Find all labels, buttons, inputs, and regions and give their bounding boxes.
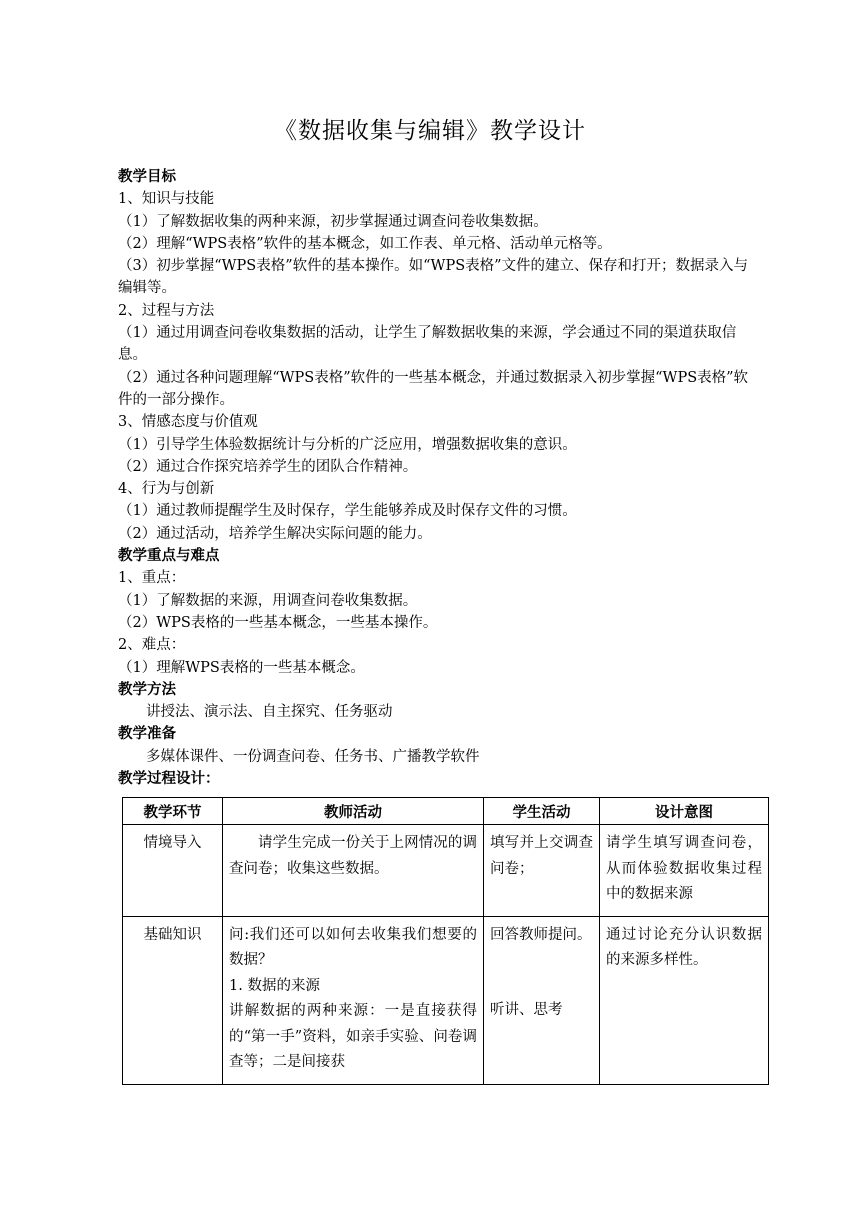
column-header: 教学环节 [123,798,223,825]
table-row [123,916,769,1084]
preparation-text: 多媒体课件、一份调查问卷、任务书、广播教学软件 [146,748,480,765]
difficulty-item: （1）理解WPS表格的一些基本概念。 [118,659,365,676]
section-heading-preparation: 教学准备 [118,726,176,743]
student-listen: 听讲、思考 [490,1002,563,1018]
table-row [123,825,769,917]
student-answer: 回答教师提问。 [490,926,592,943]
subheading-emotion: 3、情感态度与价值观 [118,414,258,431]
goal-item: （1）了解数据收集的两种来源，初步掌握通过调查问卷收集数据。 [118,213,548,230]
table-header-row [123,798,769,825]
section-heading-methods: 教学方法 [118,681,176,698]
goal-item: （1）通过用调查问卷收集数据的活动，让学生了解数据收集的来源，学会通过不同的渠道获取信息。 [118,325,737,364]
document-title: 《数据收集与编辑》教学设计 [274,118,586,144]
stage-cell: 基础知识 [123,916,223,1084]
teacher-question: 问:我们还可以如何去收集我们想要的数据？ [229,926,477,968]
teacher-activity-text: 请学生完成一份关于上网情况的调查问卷；收集这些数据。 [229,835,477,877]
methods-text: 讲授法、演示法、自主探究、任务驱动 [146,704,393,721]
subheading-difficulty: 2、难点： [118,637,186,654]
teacher-activity-cell [223,916,484,1084]
goal-item: （2）通过各种问题理解“WPS表格”软件的一些基本概念，并通过数据录入初步掌握“WPS表格”软件的一部分操作。 [118,369,749,408]
design-intent-cell: 请学生填写调查问卷，从而体验数据收集过程中的数据来源 [600,825,769,917]
student-activity-cell: 填写并上交调查问卷； [484,825,600,917]
goal-item: （2）通过活动，培养学生解决实际问题的能力。 [118,525,432,542]
column-header: 设计意图 [600,798,769,825]
document-body [118,166,758,790]
goal-item: （3）初步掌握“WPS表格”软件的基本操作。如“WPS表格”文件的建立、保存和打开；数据录入与编辑等。 [118,258,749,297]
focus-item: （2）WPS表格的一些基本概念，一些基本操作。 [118,614,438,631]
goal-item: （2）理解“WPS表格”软件的基本概念，如工作表、单元格、活动单元格等。 [118,235,612,252]
section-heading-key-points: 教学重点与难点 [118,548,220,565]
stage-cell: 情境导入 [123,825,223,917]
process-table [122,797,769,1085]
column-header: 教师活动 [223,798,484,825]
subheading-behavior: 4、行为与创新 [118,481,215,498]
focus-item: （1）了解数据的来源，用调查问卷收集数据。 [118,592,418,609]
section-heading-process-design: 教学过程设计： [118,771,220,788]
design-intent-cell: 通过讨论充分认识数据的来源多样性。 [600,916,769,1084]
column-header: 学生活动 [484,798,600,825]
subheading-knowledge: 1、知识与技能 [118,191,215,208]
teacher-activity-cell [223,825,484,917]
section-heading-goals: 教学目标 [118,169,176,185]
goal-item: （1）通过教师提醒学生及时保存，学生能够养成及时保存文件的习惯。 [118,503,577,520]
goal-item: （2）通过合作探究培养学生的团队合作精神。 [118,458,418,475]
teacher-explanation: 讲解数据的两种来源：一是直接获得的“第一手”资料，如亲手实验、问卷调查等；二是间接获 [229,1003,477,1070]
goal-item: （1）引导学生体验数据统计与分析的广泛应用，增强数据收集的意识。 [118,436,577,453]
subheading-process: 2、过程与方法 [118,302,215,319]
teacher-item-heading: 1. 数据的来源 [229,977,320,994]
subheading-focus: 1、重点： [118,570,186,587]
student-activity-cell [484,916,600,1084]
